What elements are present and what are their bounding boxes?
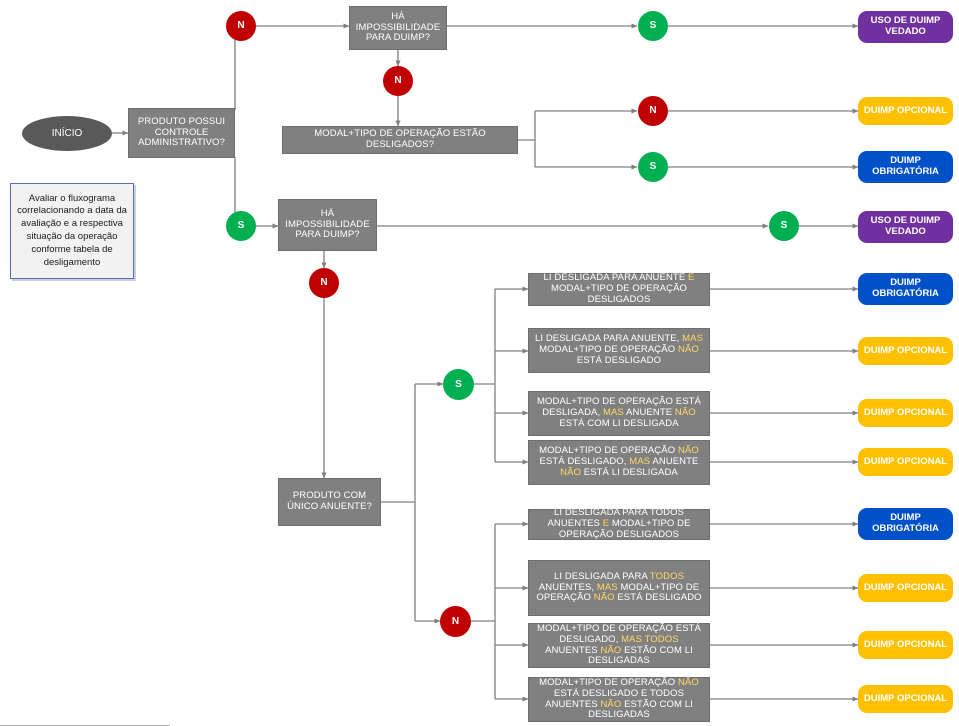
decision-no-modal-branch (638, 96, 668, 126)
case-b1-highlight: E (602, 518, 610, 530)
decision-no-modal-label: N (394, 75, 402, 87)
case-b3-part1: MODAL+TIPO DE OPERAÇÃO ESTÁ DESLIGADO, (537, 622, 701, 645)
case-a4-part2: ESTÁ DESLIGADO, (539, 456, 630, 468)
outcome-duimp-opcional-a4-label: DUIMP OPCIONAL (863, 455, 948, 467)
outcome-duimp-obrigatoria-a1-label: DUIMP OBRIGATÓRIA (872, 277, 939, 299)
node-ha-impossibilidade-top-label: HÁ IMPOSSIBILIDADE PARA DUIMP? (355, 10, 441, 44)
decision-no-modal (383, 66, 413, 96)
decision-yes-mid (226, 211, 256, 241)
case-a3-highlight1: MAS (602, 407, 624, 419)
case-modal-desligada-mas-anuente-nao (528, 391, 710, 436)
case-li-desligada-todos-mas-modal-nao (528, 560, 710, 616)
node-inicio-label: INÍCIO (51, 127, 83, 139)
outcome-duimp-obrigatoria-b1-label: DUIMP OBRIGATÓRIA (872, 512, 939, 534)
case-a4-part3: ANUENTE (650, 456, 699, 468)
case-b4-highlight2: NÃO (600, 698, 622, 710)
decision-no-mid (309, 268, 339, 298)
outcome-duimp-opcional-a4 (858, 448, 953, 476)
outcome-duimp-opcional-modal (858, 97, 953, 125)
case-b3-highlight2: NÃO (600, 644, 622, 656)
outcome-uso-duimp-vedado-mid (858, 211, 953, 243)
case-b4-part1: MODAL+TIPO DE OPERAÇÃO (539, 676, 678, 688)
node-produto-unico-anuente-label: PRODUTO COM ÚNICO ANUENTE? (287, 490, 372, 512)
case-b2-part2: ANUENTES, (538, 581, 597, 593)
outcome-duimp-opcional-b4 (858, 685, 953, 713)
outcome-duimp-obrigatoria-b1 (858, 508, 953, 540)
case-a2-part1: LI DESLIGADA PARA ANUENTE, (534, 333, 683, 345)
outcome-duimp-opcional-b3 (858, 631, 953, 659)
outcome-uso-duimp-vedado-mid-label: USO DE DUIMP VEDADO (870, 215, 941, 237)
case-modal-desligado-mas-todos-nao (528, 623, 710, 668)
case-b3-part3: ESTÃO COM LI DESLIGADAS (588, 644, 693, 667)
case-a4-part4: ESTÁ LI DESLIGADA (581, 466, 678, 478)
decision-yes-mid-label: S (237, 220, 245, 232)
case-a3-part2: ANUENTE (623, 407, 675, 419)
decision-yes-modal-branch (638, 152, 668, 182)
case-li-desligada-anuente-e-modal (528, 273, 710, 306)
case-b2-part4: ESTÁ DESLIGADO (614, 592, 702, 604)
outcome-duimp-opcional-b3-label: DUIMP OPCIONAL (863, 638, 948, 650)
case-b2-highlight2: MAS (596, 581, 618, 593)
case-b2-part1: LI DESLIGADA PARA (553, 570, 650, 582)
outcome-duimp-opcional-a3-label: DUIMP OPCIONAL (863, 406, 948, 418)
node-inicio (22, 116, 112, 151)
case-a4-part1: MODAL+TIPO DE OPERAÇÃO (539, 445, 678, 457)
outcome-duimp-obrigatoria-a1 (858, 273, 953, 305)
node-modal-tipo-operacao-desligados-label: MODAL+TIPO DE OPERAÇÃO ESTÃO DESLIGADOS? (314, 128, 486, 150)
case-a3-highlight2: NÃO (674, 407, 696, 419)
outcome-uso-duimp-vedado-top (858, 11, 953, 43)
outcome-duimp-opcional-a3 (858, 399, 953, 427)
outcome-duimp-opcional-modal-label: DUIMP OPCIONAL (863, 104, 948, 116)
outcome-duimp-opcional-b4-label: DUIMP OPCIONAL (863, 692, 948, 704)
decision-yes-top (638, 11, 668, 41)
decision-no-unico-anuente-label: N (451, 615, 460, 627)
node-modal-tipo-operacao-desligados (282, 126, 518, 154)
case-b3-part2: ANUENTES (545, 644, 601, 656)
note-avaliar-fluxograma (10, 183, 134, 279)
node-produto-controle-administrativo (128, 108, 235, 158)
decision-yes-unico-anuente-label: S (455, 378, 462, 390)
case-li-desligada-anuente-mas-modal-nao (528, 328, 710, 373)
decision-no-unico-anuente (440, 606, 471, 637)
case-a3-part1: MODAL+TIPO DE OPERAÇÃO ESTÁ DESLIGADA, (537, 396, 701, 419)
case-a1-part2: MODAL+TIPO DE OPERAÇÃO DESLIGADOS (550, 283, 688, 305)
outcome-duimp-obrigatoria-modal-label: DUIMP OBRIGATÓRIA (872, 155, 939, 177)
outcome-duimp-opcional-b2 (858, 574, 953, 602)
decision-no-top-label: N (237, 20, 245, 32)
case-a2-part3: ESTÁ DESLIGADO (576, 354, 662, 366)
node-ha-impossibilidade-mid (278, 199, 377, 251)
node-ha-impossibilidade-mid-label: HÁ IMPOSSIBILIDADE PARA DUIMP? (285, 207, 370, 241)
case-b2-highlight3: NÃO (593, 592, 615, 604)
case-a4-highlight2: MAS (629, 456, 651, 468)
case-a1-highlight: E (688, 272, 695, 284)
outcome-duimp-opcional-b2-label: DUIMP OPCIONAL (863, 581, 948, 593)
decision-no-mid-label: N (320, 277, 328, 289)
node-produto-unico-anuente (278, 478, 381, 526)
case-modal-nao-desligado-e-todos-nao (528, 677, 710, 722)
case-b4-part3: ESTÃO COM LI DESLIGADAS (588, 698, 693, 721)
decision-yes-mid-right (769, 211, 799, 241)
case-a2-highlight1: MAS (682, 333, 704, 345)
decision-yes-modal-branch-label: S (649, 161, 657, 173)
node-produto-controle-administrativo-label: PRODUTO POSSUI CONTROLE ADMINISTRATIVO? (137, 115, 226, 149)
case-b2-part3: MODAL+TIPO DE OPERAÇÃO (536, 581, 700, 604)
case-b4-part2: ESTÁ DESLIGADO E TODOS ANUENTES (545, 687, 685, 710)
decision-no-modal-branch-label: N (649, 105, 657, 117)
case-b2-highlight1: TODOS (649, 570, 685, 582)
case-a2-highlight2: NÃO (677, 344, 699, 356)
outcome-duimp-obrigatoria-modal (858, 151, 953, 183)
outcome-duimp-opcional-a2-label: DUIMP OPCIONAL (863, 344, 948, 356)
case-a1-part1: LI DESLIGADA PARA ANUENTE (543, 272, 688, 284)
case-b1-part1: LI DESLIGADA PARA TODOS ANUENTES (547, 507, 685, 530)
decision-no-top (226, 11, 256, 41)
decision-yes-mid-right-label: S (780, 220, 788, 232)
case-a4-highlight1: NÃO (677, 445, 699, 457)
decision-yes-top-label: S (649, 20, 657, 32)
node-ha-impossibilidade-top (349, 6, 447, 50)
case-a3-part3: ESTÁ COM LI DESLIGADA (559, 417, 679, 429)
case-b4-highlight1: NÃO (677, 676, 699, 688)
case-b1-part2: MODAL+TIPO DE OPERAÇÃO DESLIGADOS (558, 518, 691, 540)
note-avaliar-fluxograma-text: Avaliar o fluxograma correlacionando a data da avaliação e a respectiva situação da operação conforme tabela de desligamento (17, 192, 127, 268)
decision-yes-unico-anuente (443, 369, 474, 400)
case-b3-highlight1: MAS TODOS (621, 633, 679, 645)
case-modal-nao-desligado-mas-anuente-nao (528, 440, 710, 485)
outcome-uso-duimp-vedado-top-label: USO DE DUIMP VEDADO (870, 15, 941, 37)
case-a2-part2: MODAL+TIPO DE OPERAÇÃO (539, 344, 678, 356)
outcome-duimp-opcional-a2 (858, 337, 953, 365)
case-li-desligada-todos-e-modal (528, 509, 710, 540)
case-a4-highlight3: NÃO (560, 466, 582, 478)
